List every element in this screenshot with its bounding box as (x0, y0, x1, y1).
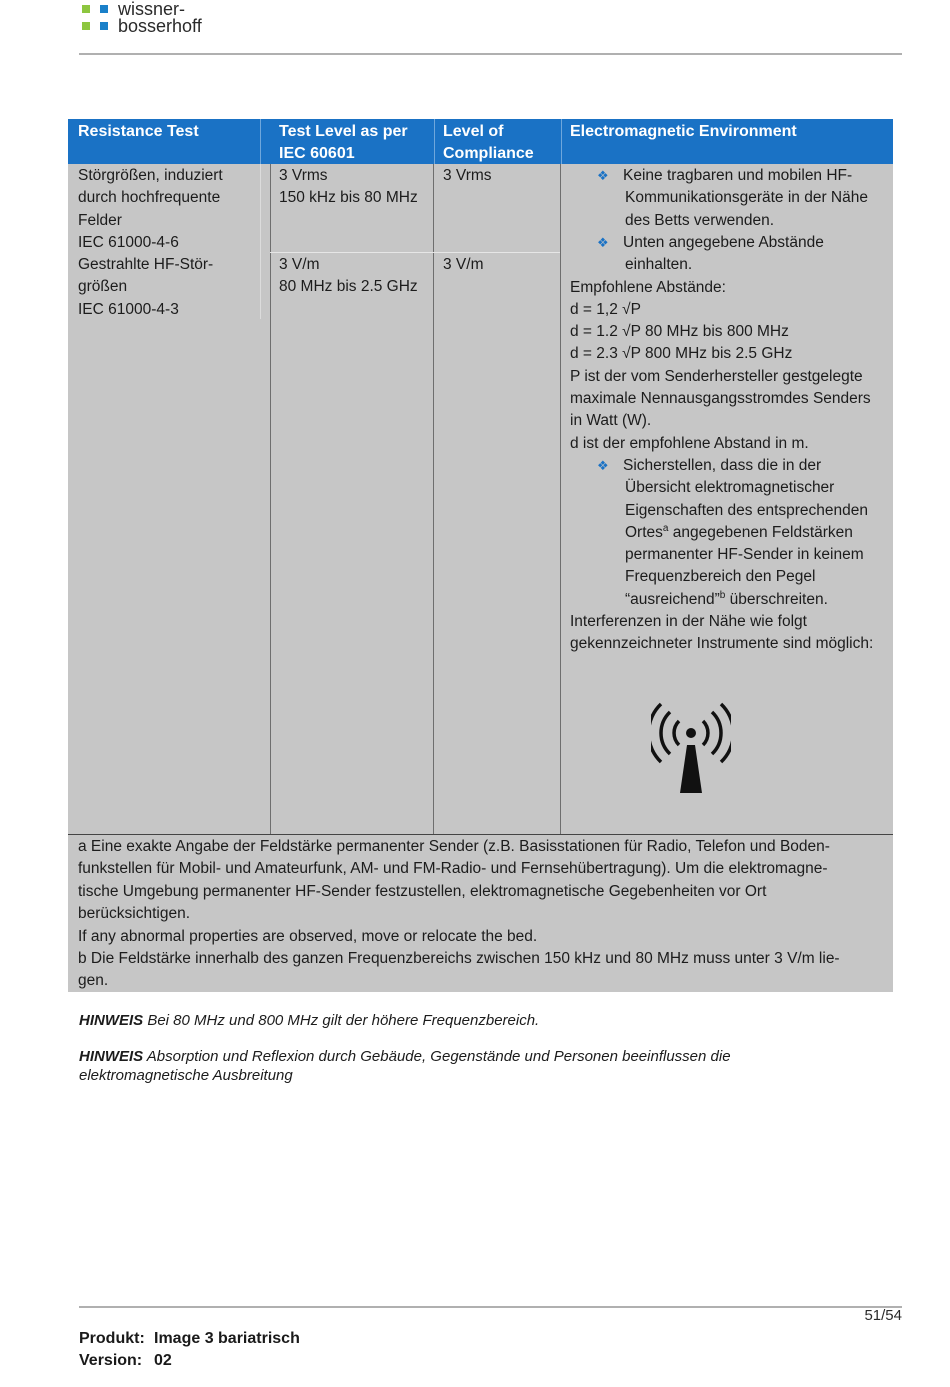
logo-square-icon (100, 5, 108, 13)
text-line: Übersicht elektromagnetischer (625, 479, 835, 497)
text-line: Empfohlene Abstände: (570, 278, 726, 296)
text-line: maximale Nennausgangsstromdes Senders (570, 390, 871, 407)
footnote-line: tische Umgebung permanenter HF-Sender festzustellen, elektromagnetische Gegebenheiten vor Ort (78, 882, 767, 900)
column-header-compliance: Level of Compliance (443, 123, 534, 162)
column-divider (270, 164, 271, 834)
text-line: Keine tragbaren und mobilen HF- (623, 167, 853, 184)
note-text: Bei 80 MHz und 800 MHz gilt der höhere Frequenzbereich. (143, 1012, 540, 1029)
non-ionizing-radiation-icon (651, 701, 731, 797)
version-label: Version: (79, 1352, 143, 1369)
text-line: permanenter HF-Sender in keinem (625, 546, 864, 564)
diamond-bullet-icon: ❖ (597, 234, 609, 250)
text-line: 3 V/m (279, 256, 320, 273)
product-label: Produkt: (79, 1330, 145, 1347)
text-line: Störgrößen, induziert (78, 167, 223, 184)
text-line: Gestrahlte HF-Stör- (78, 256, 214, 273)
header-divider (79, 53, 902, 55)
header-separator (561, 119, 562, 164)
note-2 (79, 1047, 731, 1085)
compliance-row2: 3 V/m (443, 256, 484, 273)
text-line (79, 1047, 731, 1066)
text-line: durch hochfrequente (78, 189, 221, 207)
test-level-row2 (279, 254, 418, 299)
text-fragment: angegebenen Feldstärken (672, 523, 853, 541)
table-header (68, 119, 893, 164)
text-line: d = 1,2 √P (570, 300, 641, 318)
logo-square-icon (82, 22, 90, 30)
footnote-line: gen. (78, 972, 109, 990)
brand-logo (82, 0, 282, 40)
text-line: 80 MHz bis 2.5 GHz (279, 278, 418, 296)
note-1 (79, 1011, 539, 1030)
text-line: Sicherstellen, dass die in der (623, 456, 822, 474)
brand-name-line1: wissner- (118, 0, 186, 19)
table-footnotes (68, 835, 893, 992)
environment-cell (570, 165, 890, 765)
note-label: HINWEIS (79, 1048, 144, 1065)
text-line: Unten angegebene Abstände (623, 233, 824, 251)
resistance-test-row1 (78, 165, 223, 254)
text-fragment: “ausreichend” (625, 590, 720, 608)
column-divider (560, 164, 561, 834)
brand-name-line2: bosserhoff (118, 16, 202, 36)
table-body (68, 164, 893, 834)
footnote-line: b Die Feldstärke innerhalb des ganzen Frequenzbereichs zwischen 150 kHz und 80 MHz muss unter 3 V/m lie- (78, 950, 840, 967)
text-line: d ist der empfohlene Abstand in m. (570, 434, 809, 452)
logo-square-icon (100, 22, 108, 30)
page-number: 51/54 (864, 1307, 902, 1324)
footnote-line: If any abnormal properties are observed, move or relocate the bed. (78, 927, 538, 945)
text-line: Frequenzbereich den Pegel (625, 568, 816, 586)
header-separator (260, 119, 261, 164)
text-line (625, 522, 853, 544)
text-line: gekennzeichneter Instrumente sind möglich: (570, 635, 874, 653)
resistance-test-row2 (78, 254, 213, 321)
row-separator (270, 252, 433, 253)
text-line: einhalten. (625, 256, 693, 274)
product-value: Image 3 bariatrisch (154, 1330, 300, 1347)
diamond-bullet-icon: ❖ (597, 168, 609, 183)
column-divider (433, 164, 434, 834)
text-line: Eigenschaften des entsprechenden (625, 501, 869, 519)
version-line (79, 1352, 172, 1370)
test-level-row1 (279, 165, 418, 210)
text-line: größen (78, 278, 128, 296)
text-line: d = 2.3 √P 800 MHz bis 2.5 GHz (570, 345, 793, 363)
text-line (625, 589, 828, 611)
row-separator (433, 252, 560, 253)
header-separator (434, 119, 435, 164)
note-label: HINWEIS (79, 1012, 144, 1029)
text-line: des Betts verwenden. (625, 211, 775, 229)
logo-square-icon (82, 5, 90, 13)
footnote-line: berücksichtigen. (78, 905, 191, 923)
product-line (79, 1330, 300, 1348)
text-line: Felder (78, 211, 122, 229)
text-fragment: überschreiten. (729, 590, 828, 608)
column-header-test-level: Test Level as per IEC 60601 (279, 123, 408, 162)
text-line: in Watt (W). (570, 412, 652, 430)
footnote-ref-a: a (662, 522, 669, 534)
column-header-environment: Electromagnetic Environment (570, 123, 797, 140)
footnote-line: a Eine exakte Angabe der Feldstärke permanenter Sender (z.B. Basisstationen für Radio, Telefon und Boden- (78, 838, 830, 855)
column-header-resistance-test: Resistance Test (78, 123, 199, 140)
footnote-ref-b: b (719, 589, 726, 601)
text-line: 150 kHz bis 80 MHz (279, 189, 418, 207)
text-line: Interferenzen in der Nähe wie folgt (570, 613, 807, 630)
footer-divider (79, 1306, 902, 1308)
note-text-line2: elektromagnetische Ausbreitung (79, 1067, 293, 1084)
text-line: Kommunikationsgeräte in der Nähe (625, 189, 868, 207)
text-line: IEC 61000-4-3 (78, 300, 179, 318)
text-line: 3 Vrms (279, 167, 328, 184)
compliance-row1: 3 Vrms (443, 167, 492, 184)
version-value: 02 (154, 1352, 172, 1369)
cell-separator (260, 164, 261, 319)
text-fragment: Ortes (625, 523, 663, 541)
text-line: d = 1.2 √P 80 MHz bis 800 MHz (570, 323, 789, 341)
text-line: P ist der vom Senderhersteller gestgelegte (570, 367, 863, 385)
note-text: Absorption und Reflexion durch Gebäude, Gegenstände und Personen beeinflussen die (143, 1048, 731, 1065)
diamond-bullet-icon: ❖ (597, 457, 609, 473)
text-line: IEC 61000-4-6 (78, 233, 179, 251)
footnote-line: funkstellen für Mobil- und Amateurfunk, AM- und FM-Radio- und Fernsehübertragung). Um die elektromagne- (78, 860, 828, 878)
